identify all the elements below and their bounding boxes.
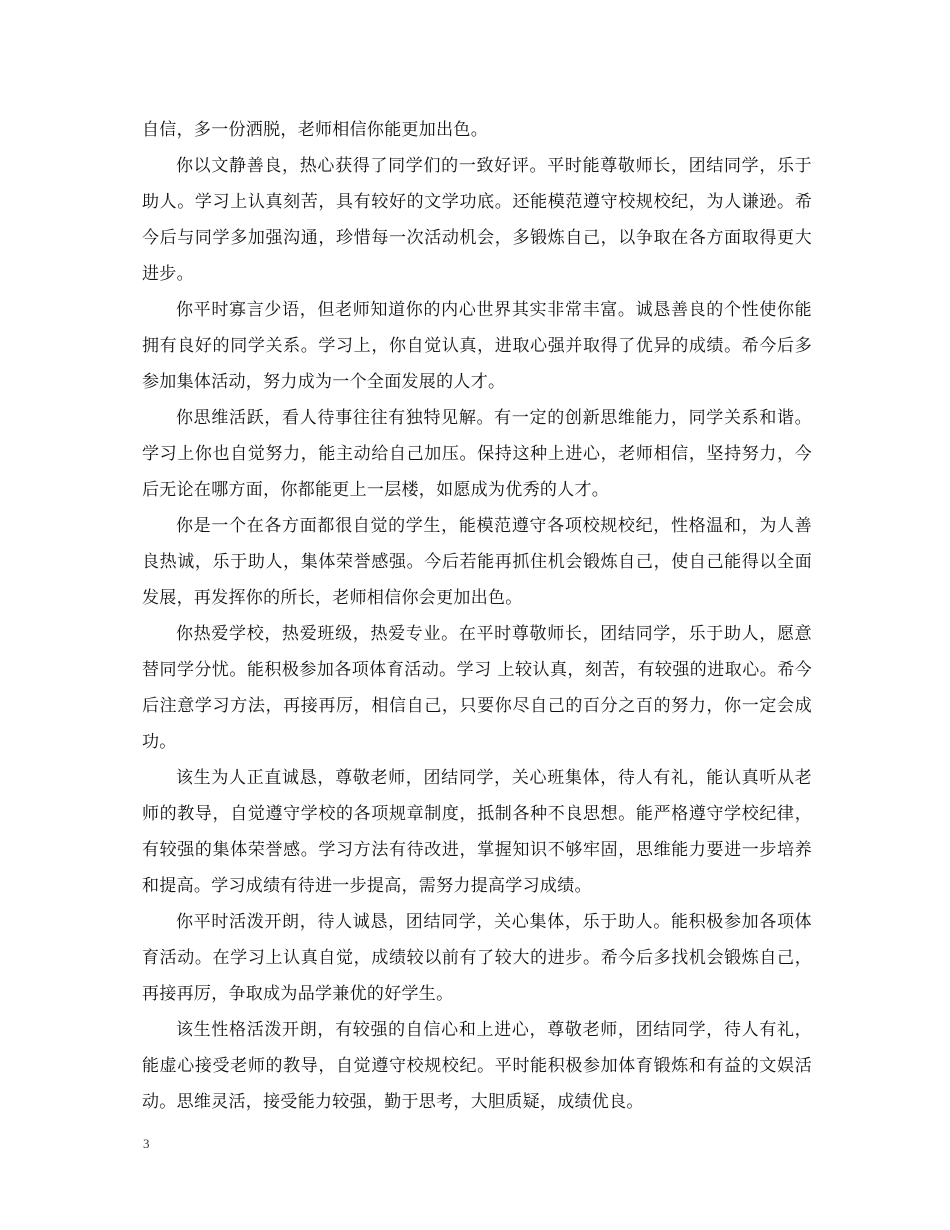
paragraph: 你热爱学校，热爱班级，热爱专业。在平时尊敬师长，团结同学，乐于助人，愿意替同学分忧。能积极参加各项体育活动。学习 上较认真，刻苦，有较强的进取心。希今后注意学习方法，再接再厉，相信自己，只要你尽自己的百分之百的努力，你一定会成功。	[142, 624, 812, 752]
document-body	[142, 112, 812, 1120]
paragraph: 你平时寡言少语，但老师知道你的内心世界其实非常丰富。诚恳善良的个性使你能拥有良好的同学关系。学习上，你自觉认真，进取心强并取得了优异的成绩。希今后多参加集体活动，努力成为一个全面发展的人才。	[142, 300, 812, 392]
paragraph: 自信，多一份洒脱，老师相信你能更加出色。	[142, 120, 488, 140]
paragraph: 你思维活跃，看人待事往往有独特见解。有一定的创新思维能力，同学关系和谐。学习上你也自觉努力，能主动给自己加压。保持这种上进心，老师相信，坚持努力，今后无论在哪方面，你都能更上一层楼，如愿成为优秀的人才。	[142, 408, 812, 500]
paragraph: 该生性格活泼开朗，有较强的自信心和上进心，尊敬老师，团结同学，待人有礼，能虚心接受老师的教导，自觉遵守校规校纪。平时能积极参加体育锻炼和有益的文娱活动。思维灵活，接受能力较强，勤于思考，大胆质疑，成绩优良。	[142, 1020, 812, 1112]
page-number: 3	[143, 1136, 150, 1151]
paragraph: 你平时活泼开朗，待人诚恳，团结同学，关心集体，乐于助人。能积极参加各项体育活动。在学习上认真自觉，成绩较以前有了较大的进步。希今后多找机会锻炼自己，再接再厉，争取成为品学兼优的好学生。	[142, 912, 812, 1004]
paragraph: 该生为人正直诚恳，尊敬老师，团结同学，关心班集体，待人有礼，能认真听从老师的教导，自觉遵守学校的各项规章制度，抵制各种不良思想。能严格遵守学校纪律，有较强的集体荣誉感。学习方法有待改进，掌握知识不够牢固，思维能力要进一步培养和提高。学习成绩有待进一步提高，需努力提高学习成绩。	[142, 768, 812, 896]
paragraph: 你是一个在各方面都很自觉的学生，能模范遵守各项校规校纪，性格温和，为人善良热诚，乐于助人，集体荣誉感强。今后若能再抓住机会锻炼自己，使自己能得以全面发展，再发挥你的所长，老师相信你会更加出色。	[142, 516, 812, 608]
paragraph: 你以文静善良，热心获得了同学们的一致好评。平时能尊敬师长，团结同学，乐于助人。学习上认真刻苦，具有较好的文学功底。还能模范遵守校规校纪，为人谦逊。希今后与同学多加强沟通，珍惜每一次活动机会，多锻炼自己，以争取在各方面取得更大进步。	[142, 156, 812, 284]
